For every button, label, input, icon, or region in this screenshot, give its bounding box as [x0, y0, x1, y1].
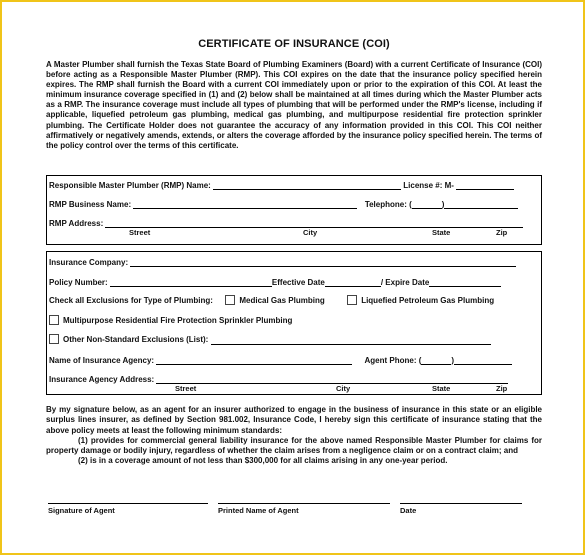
other-exclusions-checkbox[interactable] — [49, 334, 59, 344]
rmp-address-field[interactable] — [105, 218, 523, 228]
lp-gas-label: Liquefied Petroleum Gas Plumbing — [361, 296, 495, 306]
effective-date-field[interactable] — [325, 277, 381, 287]
telephone-label: Telephone: ( — [364, 200, 412, 209]
insurance-company-label: Insurance Company: — [49, 258, 129, 267]
multipurpose-checkbox[interactable] — [49, 315, 59, 325]
effective-date-label: Effective Date — [271, 278, 325, 287]
lp-gas-checkbox[interactable] — [347, 295, 357, 305]
agency-city-caption: City — [336, 384, 351, 393]
rmp-name-label: Responsible Master Plumber (RMP) Name: — [49, 181, 211, 190]
license-label: License #: M- — [403, 181, 454, 190]
city-caption: City — [303, 228, 318, 237]
telephone-field[interactable] — [444, 199, 518, 209]
signature-caption: Signature of Agent — [48, 506, 115, 515]
state-caption: State — [432, 228, 451, 237]
agency-zip-caption: Zip — [496, 384, 508, 393]
telephone-area-field[interactable] — [412, 199, 442, 209]
agent-phone-area-field[interactable] — [421, 355, 451, 365]
printed-name-line[interactable] — [218, 503, 390, 504]
date-line[interactable] — [400, 503, 522, 504]
license-field[interactable] — [456, 180, 514, 190]
document-title: CERTIFICATE OF INSURANCE (COI) — [198, 38, 390, 50]
agency-street-caption: Street — [175, 384, 197, 393]
rmp-business-label: RMP Business Name: — [49, 200, 132, 209]
rmp-name-field[interactable] — [213, 180, 401, 190]
insurance-section: Insurance Company: Policy Number: Effective Date / Expire Date Check all Exclusions for Type of Plumbing: Medical Gas Plumbing Liquefied Petroleum Gas Plumbing Multipurpose Residential Fire Protection Sprinkler Plumbing Other Non-Standard Exclusions (List): Name of Insurance Agency: Agent Phone: ( ) Insurance Agency Address: Street City State Zip — [46, 251, 542, 395]
rmp-section: Responsible Master Plumber (RMP) Name: License #: M- RMP Business Name: Telephone: ( ) RMP Address: Street City State Zip — [46, 175, 542, 245]
agency-address-field[interactable] — [156, 374, 508, 384]
medical-gas-checkbox[interactable] — [225, 295, 235, 305]
exclusions-label: Check all Exclusions for Type of Plumbing: — [49, 296, 213, 306]
intro-paragraph: A Master Plumber shall furnish the Texas State Board of Plumbing Examiners (Board) with a current Certificate of Insurance (COI) before acting as a Responsible Master Plumber (RMP). This COI expires on the date that the insurance policy specified herein expires. The RMP shall furnish the Board with a current COI immediately upon or prior to the expiration of this COI. At least the minimum insurance coverage specified in (1) and (2) below shall be maintained at all times during which the Master Plumber acts as a RMP. The insurance coverage must include all types of plumbing that will be performed under the RMP's license, including if applicable, liquefied petroleum gas plumbing, medical gas plumbing, and multipurpose residential fire protection sprinkler plumbing. The Certificate Holder does not guarantee the accuracy of any information provided in this COI. This COI neither affirmatively or negatively amends, extends, or alters the coverage afforded by the insurance policy specified herein. The terms of the policy control over the terms of this certificate. — [46, 60, 542, 150]
zip-caption: Zip — [496, 228, 508, 237]
statement-item-1: (1) provides for commercial general liability insurance for the above named Responsible Master Plumber for claims for property damage or bodily injury, regardless of whether the claim arises from a negligence claim or on a contract claim; and — [46, 435, 542, 456]
multipurpose-label: Multipurpose Residential Fire Protection Sprinkler Plumbing — [63, 316, 293, 326]
agent-phone-label: Agent Phone: ( — [364, 356, 422, 365]
statement-paragraph: By my signature below, as an agent for an insurer authorized to engage in the business of insurance in this state or an eligible surplus lines insurer, as defined by Section 981.002, Insurance Code, I hereby sign this certificate of insurance stating that the above policy meets at least the following minimum standards: — [46, 405, 542, 435]
rmp-address-label: RMP Address: — [49, 219, 104, 228]
agent-phone-field[interactable] — [454, 355, 512, 365]
signature-line[interactable] — [48, 503, 208, 504]
expire-date-label: / Expire Date — [380, 278, 430, 287]
agency-name-field[interactable] — [156, 355, 352, 365]
agency-state-caption: State — [432, 384, 451, 393]
agency-name-label: Name of Insurance Agency: — [49, 356, 155, 365]
expire-date-field[interactable] — [429, 277, 501, 287]
policy-number-label: Policy Number: — [49, 278, 108, 287]
street-caption: Street — [129, 228, 151, 237]
agency-address-label: Insurance Agency Address: — [49, 375, 155, 384]
printed-name-caption: Printed Name of Agent — [218, 506, 299, 515]
date-caption: Date — [400, 506, 417, 515]
rmp-business-field[interactable] — [133, 199, 357, 209]
insurance-company-field[interactable] — [130, 257, 516, 267]
statement-item-2: (2) is in a coverage amount of not less than $300,000 for all claims arising in any one-year period. — [78, 456, 448, 466]
policy-number-field[interactable] — [110, 277, 272, 287]
medical-gas-label: Medical Gas Plumbing — [239, 296, 325, 306]
other-exclusions-label: Other Non-Standard Exclusions (List): — [63, 335, 209, 345]
signature-statement — [46, 405, 542, 467]
other-exclusions-field[interactable] — [211, 335, 491, 345]
